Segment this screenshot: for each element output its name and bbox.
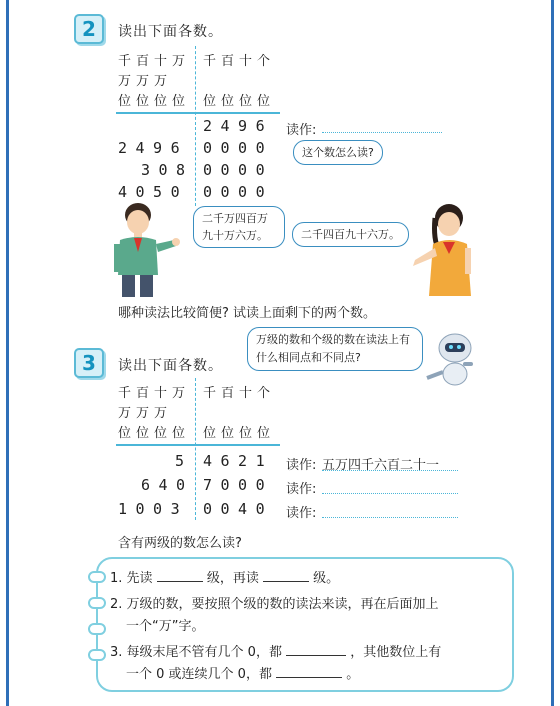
read-as-label: 读作: — [286, 458, 317, 473]
summary-notebox — [96, 557, 514, 692]
answer-blank[interactable] — [322, 493, 458, 494]
tip-1: 1. 先读 级，再读 级。 — [110, 571, 340, 586]
girl-illustration — [405, 200, 477, 298]
binder-ring — [88, 623, 106, 635]
answer-line — [322, 470, 458, 471]
number-wan-digits: 308 — [141, 161, 194, 179]
prompt-text: 哪种读法比较简便? 试读上面剩下的两个数。 — [118, 306, 377, 321]
fill-blank[interactable] — [157, 581, 203, 582]
read-as-label: 读作: — [286, 123, 317, 138]
girl-speech-bubble: 二千四百九十六万。 — [292, 222, 409, 247]
section-number-badge: 2 — [74, 14, 104, 44]
section-number-badge: 3 — [74, 348, 104, 378]
number-ge-digits: 4621 — [203, 452, 274, 470]
boy-speech-bubble: 二千万四百万九十万六万。 — [193, 206, 285, 248]
binder-ring — [88, 571, 106, 583]
boy-illustration — [108, 200, 180, 298]
read-as-label: 读作: — [286, 482, 317, 497]
number-wan-digits: 640 — [141, 476, 194, 494]
read-as-label: 读作: — [286, 506, 317, 521]
section-instruction: 读出下面各数。 — [118, 24, 223, 40]
number-ge-digits: 7000 — [203, 476, 274, 494]
fill-blank[interactable] — [276, 677, 342, 678]
header-rule — [116, 444, 280, 446]
level-divider — [195, 378, 196, 520]
binder-ring — [88, 597, 106, 609]
level-divider — [195, 46, 196, 206]
number-ge-digits: 0000 — [203, 161, 274, 179]
tip-2-continued: 一个“万”字。 — [126, 619, 205, 634]
fill-blank[interactable] — [286, 655, 346, 656]
section-instruction: 读出下面各数。 — [118, 358, 223, 374]
question-text: 含有两级的数怎么读? — [118, 536, 242, 551]
page-border-left — [6, 0, 9, 706]
number-ge-digits: 0000 — [203, 183, 274, 201]
fill-blank[interactable] — [263, 581, 309, 582]
number-ge-digits: 0040 — [203, 500, 274, 518]
binder-ring — [88, 649, 106, 661]
number-wan-digits: 5 — [175, 452, 193, 470]
answer-blank[interactable] — [322, 517, 458, 518]
number-ge-digits: 0000 — [203, 139, 274, 157]
number-ge-digits: 2496 — [203, 117, 274, 135]
answer-blank[interactable] — [322, 132, 442, 133]
number-wan-digits: 1003 — [118, 500, 189, 518]
tip-2: 2. 万级的数，要按照个级的数的读法来读，再在后面加上 — [110, 597, 439, 612]
number-wan-digits: 2496 — [118, 139, 189, 157]
page-border-right — [551, 0, 554, 706]
read-as-answer: 五万四千六百二十一 — [322, 458, 440, 473]
question-speech-bubble: 这个数怎么读? — [293, 140, 383, 165]
robot-illustration — [423, 332, 481, 386]
tip-3: 3. 每级末尾不管有几个 0，都 ，其他数位上有 — [110, 645, 442, 660]
robot-speech-bubble: 万级的数和个级的数在读法上有什么相同点和不同点? — [247, 327, 423, 371]
tip-3-continued: 一个 0 或连续几个 0，都 。 — [126, 667, 360, 682]
number-wan-digits: 4050 — [118, 183, 189, 201]
header-rule — [116, 112, 280, 114]
